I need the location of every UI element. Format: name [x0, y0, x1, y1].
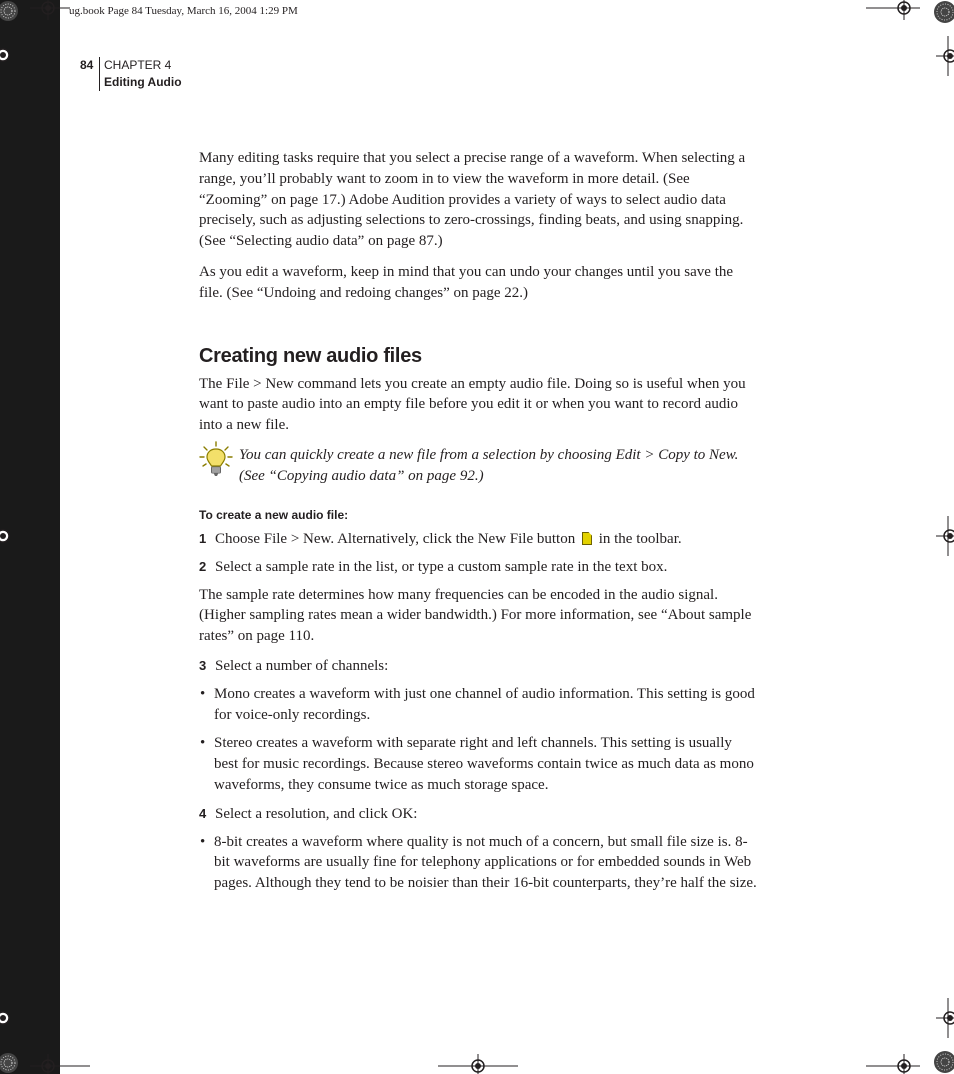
section-body: The File > New command lets you create an empty audio file. Doing so is useful when you want to paste audio into an empty file before you edit it or when you want to record audio into a new file.: [199, 375, 746, 434]
crosshair-mark-top-right: [866, 0, 920, 24]
tip-block: [199, 445, 759, 487]
crosshair-mark-top-left: [30, 0, 70, 24]
sample-rate-note: The sample rate determines how many frequencies can be encoded in the audio signal. (Higher sampling rates mean a wider bandwidth.) For more information, see “About sample rates” on page 110.: [199, 586, 752, 645]
crosshair-mark-bottom-right: [866, 1050, 920, 1074]
new-file-icon: [582, 532, 592, 545]
side-mark-bottom-left: [0, 1009, 12, 1027]
section-heading: Creating new audio files: [199, 344, 422, 367]
side-mark-bottom-right: [936, 998, 954, 1038]
step-2: [199, 557, 759, 578]
tip-text: You can quickly create a new file from a selection by choosing Edit > Copy to New. (See “Copying audio data” on page 92.): [239, 446, 739, 484]
print-slug: ug.book Page 84 Tuesday, March 16, 2004 1:29 PM: [69, 5, 298, 17]
step-3: [199, 656, 759, 677]
list-item: [199, 733, 759, 795]
side-mark-middle-right: [936, 516, 954, 556]
step-text: Select a sample rate in the list, or type a custom sample rate in the text box.: [215, 558, 668, 575]
main-content: [199, 148, 759, 902]
intro-paragraph-2: As you edit a waveform, keep in mind that you can undo your changes until you save the file. (See “Undoing and redoing changes” on page 22.): [199, 263, 734, 301]
list-item: [199, 832, 759, 894]
lightbulb-icon: [199, 441, 233, 479]
step-number: 1: [199, 530, 207, 546]
step-text: Select a number of channels:: [215, 657, 389, 674]
starburst-mark-bottom-left: [0, 1050, 22, 1074]
step-text: Select a resolution, and click OK:: [215, 805, 418, 822]
step-4: [199, 804, 759, 825]
crosshair-mark-bottom-center: [438, 1050, 518, 1074]
header-divider: [99, 57, 100, 91]
step-number: 3: [199, 657, 207, 673]
bullet-icon: •: [200, 735, 206, 752]
bullet-icon: •: [200, 833, 206, 850]
step-number: 2: [199, 558, 207, 574]
bullet-text: Mono creates a waveform with just one channel of audio information. This setting is good for voice-only recordings.: [214, 685, 755, 723]
crosshair-mark-bottom-left: [30, 1050, 90, 1074]
step-text: Choose File > New. Alternatively, click the New File button: [215, 530, 579, 547]
step-text: in the toolbar.: [594, 530, 682, 547]
side-mark-top-left: [0, 46, 12, 64]
step-1: [199, 529, 759, 550]
chapter-label: CHAPTER 4: [104, 58, 172, 72]
step-number: 4: [199, 805, 207, 821]
starburst-mark-bottom-right: [932, 1046, 954, 1074]
side-mark-middle-left: [0, 527, 12, 545]
chapter-title: Editing Audio: [104, 75, 182, 89]
bullet-text: Stereo creates a waveform with separate right and left channels. This setting is usually best for music recordings. Because stereo waveforms contain twice as much data as mono waveforms, they consume twice as much storage space.: [214, 735, 754, 793]
procedure-heading: To create a new audio file:: [199, 507, 349, 522]
starburst-mark-top-right: [932, 0, 954, 26]
bullet-icon: •: [200, 685, 206, 702]
bullet-text: 8-bit creates a waveform where quality is not much of a concern, but small file size is. 8-bit waveforms are usually fine for telephony applications or for embedded sounds in Web pages. Although they tend to be noisier than their 16-bit counterparts, they’re half the size.: [214, 833, 757, 892]
intro-paragraph-1: Many editing tasks require that you select a precise range of a waveform. When selecting a range, you’ll probably want to zoom in to view the waveform in more detail. (See “Zooming” on page 17.) Adobe Audition provides a variety of ways to select audio data precisely, such as adjusting selections to zero-crossings, finding beats, and using snapping. (See “Selecting audio data” on page 87.): [199, 150, 746, 250]
starburst-mark-top-left: [0, 0, 22, 24]
list-item: [199, 684, 759, 726]
side-mark-top-right: [936, 36, 954, 76]
page-number: 84: [80, 58, 94, 72]
